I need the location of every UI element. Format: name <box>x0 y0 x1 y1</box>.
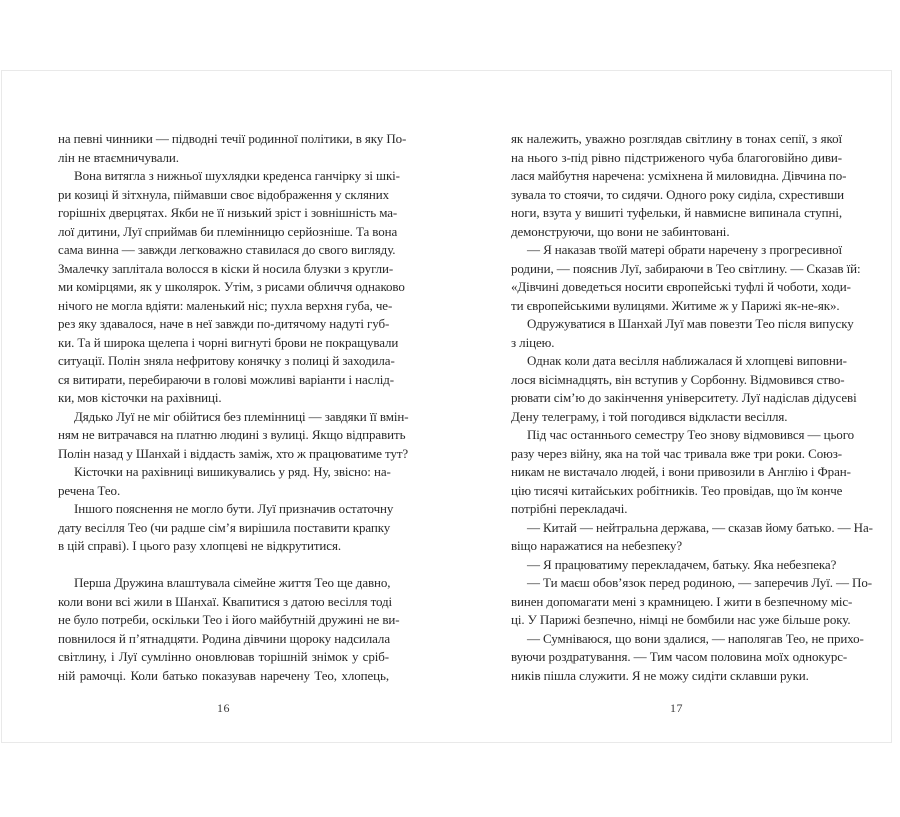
text-line: — Я наказав твоїй матері обрати наречену з прогресивної <box>527 242 842 257</box>
text-line: вуючи роздратування. — Тим часом половина моїх однокурс- <box>511 649 848 664</box>
text-line: лої дитини, Луї сприймав би племінницю серйозніше. Та вона <box>58 223 398 239</box>
text-line: ми комірцями, як у школярок. Утім, з рисами обличчя однаково <box>58 279 405 294</box>
text-line: Полін назад у Шанхай і віддасть заміж, хто ж працюватиме тут? <box>58 445 409 461</box>
text-line: Змалечку заплітала волосся в кіски й носила блузки з кругли- <box>58 260 394 276</box>
text-line: ноги, взута у вишиті туфельки, й навмисне випинала ступні, <box>511 205 842 220</box>
text-line: потрібні перекладачі. <box>511 501 628 516</box>
text-line: Вона витягла з нижньої шухлядки креденса ганчірку зі шкі- <box>74 168 400 183</box>
text-line: ки. Та й широка щелепа і чорні вигнуті брови не покращували <box>58 334 399 350</box>
text-line: Кісточки на рахівниці вишикувались у ряд. Ну, звісно: на- <box>74 464 391 479</box>
text-line: нічого не могла вдіяти: маленький ніс; пухла верхня губа, че- <box>58 297 393 313</box>
text-line: Дядько Луї не міг обійтися без племінниці — завдяки її вмін- <box>74 408 409 424</box>
text-line: не було потреби, оскільки Тео і його майбутній дружині не ви- <box>58 612 400 627</box>
text-line: Однак коли дата весілля наближалася й хлопцеві виповни- <box>527 353 847 368</box>
text-line: на певні чинники — підводні течії родинної політики, в яку По- <box>58 131 407 146</box>
text-line: сама винна — завжди легковажно ставилася до свого вигляду. <box>58 242 396 257</box>
page-text-column-right <box>511 130 873 685</box>
text-line: горішніх дверцятах. Якби не її низький зріст і зовнішність ма- <box>58 205 398 220</box>
text-line: разу через війну, яка на той час тривала вже три роки. Союз- <box>511 445 842 461</box>
text-line: Дену телеграму, і той погодився відкласти весілля. <box>511 408 788 424</box>
text-line: лін не втаємничували. <box>58 149 179 165</box>
text-line: речена Тео. <box>58 482 121 498</box>
page-number-right: 17 <box>670 701 683 715</box>
text-line: Одружуватися в Шанхай Луї мав повезти Тео після випуску <box>527 316 854 331</box>
text-line: світлину, і Луї сумлінно оновлював торішній знімок у сріб- <box>58 649 389 664</box>
text-line: коли вони всі жили в Шанхаї. Квапитися з датою весілля тоді <box>58 593 393 609</box>
text-line: з ліцею. <box>511 334 555 350</box>
text-line: лося вісімнадцять, він вступив у Сорбонну. Відмовився ство- <box>511 371 845 387</box>
text-line: ти європейськими вулицями. Житиме ж у Парижі як-не-як». <box>511 297 840 313</box>
text-line: Під час останнього семестру Тео знову відмовився — цього <box>527 427 854 442</box>
text-line: зувала то стоячи, то сидячи. Одного року сиділа, схрестивши <box>511 186 845 202</box>
text-line: Іншого пояснення не могло бути. Луї призначив остаточну <box>74 501 394 516</box>
text-line: в цій справі). І цього разу хлопцеві не відкрутитися. <box>58 538 341 553</box>
book-page-left[interactable] <box>2 71 447 744</box>
text-line: Перша Дружина влаштувала сімейне життя Тео ще давно, <box>74 575 391 590</box>
text-line: лася майбутня наречена: усміхнена й миловидна. Дівчина по- <box>511 168 847 183</box>
text-line: — Китай — нейтральна держава, — сказав йому батько. — На- <box>527 519 873 535</box>
text-line: ній рамочці. Коли батько показував наречену Тео, хлопець, <box>58 667 389 683</box>
text-line: «Дівчині доведеться носити європейські туфлі й чоботи, ходи- <box>511 279 851 294</box>
text-line: ри козиці й зітхнула, піймавши своє відображення у скляних <box>58 186 389 202</box>
text-line: демонструючи, що вони не забинтовані. <box>511 223 730 239</box>
text-line: дату весілля Тео (чи радше сім’я вирішила поставити крапку <box>58 519 391 535</box>
page-number-left: 16 <box>217 701 230 715</box>
text-line: ці. У Парижі безпечно, німці не бомбили нас уже більше року. <box>511 612 851 627</box>
text-line: родини, — пояснив Луї, забираючи в Тео світлину. — Сказав їй: <box>511 260 861 276</box>
text-line: — Я працюватиму перекладачем, батьку. Яка небезпека? <box>527 556 837 572</box>
book-page-right[interactable] <box>447 71 893 744</box>
text-line: винен допомагати мені з крамницею. І жити в безпечному міс- <box>511 593 853 609</box>
text-line: ників пішла служити. Я не можу сидіти склавши руки. <box>511 667 809 683</box>
page-text-column-left <box>58 130 409 685</box>
text-line: як належить, уважно розглядав світлину в тонах сепії, з якої <box>511 131 842 146</box>
text-line: — Сумніваюся, що вони здалися, — наполягав Тео, не прихо- <box>527 630 864 646</box>
book-spread <box>1 70 892 743</box>
text-line: повнилося й п’ятнадцяти. Родина дівчини щороку надсилала <box>58 630 390 646</box>
text-line: ки, мов кісточки на рахівниці. <box>58 390 222 405</box>
text-line: цію тисячі китайських робітників. Тео провідав, що їм конче <box>511 482 843 498</box>
text-line: — Ти маєш обов’язок перед родиною, — заперечив Луї. — По- <box>527 575 872 590</box>
text-line: ся витирати, перебираючи в голові можливі варіанти і наслід- <box>58 371 395 387</box>
text-line: на нього з-під рівно підстриженого чуба благоговійно диви- <box>511 149 842 165</box>
text-line: ситуації. Полін зняла нефритову конячку з полиці й заходила- <box>58 353 395 368</box>
text-line: ням не витрачався на платню людині з вулиці. Якщо відправить <box>58 427 406 442</box>
text-line: віщо наражатися на небезпеку? <box>511 538 683 553</box>
text-line: рювати сім’ю до закінчення університету. Луї надіслав дідусеві <box>511 390 857 405</box>
text-line: никам не вистачало людей, і вони привозили в Англію і Фран- <box>511 464 851 479</box>
text-line: рез яку здавалося, наче в неї завжди по-дитячому надуті губ- <box>58 316 390 331</box>
